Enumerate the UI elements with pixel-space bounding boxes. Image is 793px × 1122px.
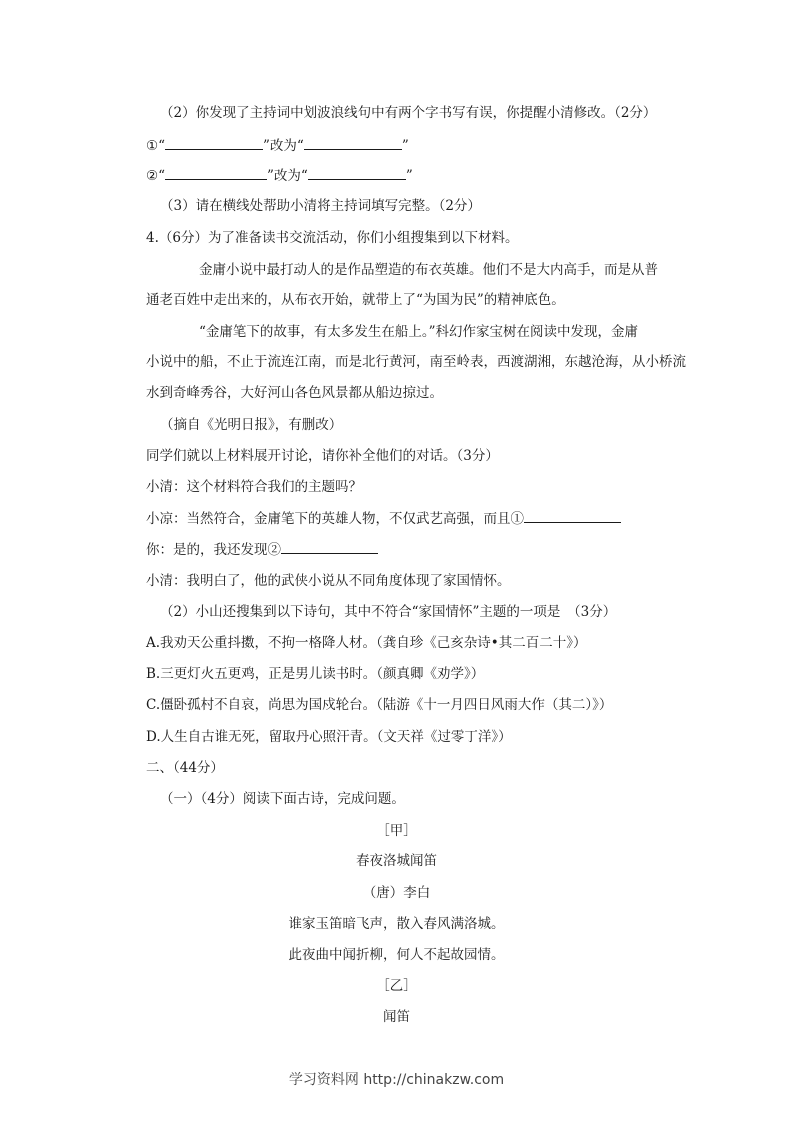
fix-2-mid: ”改为“: [267, 168, 308, 184]
fix-2-prefix: ②“: [146, 168, 166, 184]
question-4-1: 同学们就以上材料展开讨论，请你补全他们的对话。（3分）: [146, 448, 499, 464]
poem-a-tag: ［甲］: [376, 823, 417, 839]
material-2-line-2: 小说中的船，不止于流连江南，而是北行黄河，南至岭表，西渡湖湘，东越沧海，从小桥流: [146, 354, 686, 370]
material-2-line-1: “金庸笔下的故事，有太多发生在船上。”科幻作家宝树在阅读中发现，金庸: [199, 324, 639, 340]
dialog-line-3: [146, 539, 378, 560]
question-4-2: （2）小山还搜集到以下诗句，其中不符合“家国情怀”主题的一项是 （3分）: [160, 604, 617, 620]
poem-a-title: 春夜洛城闻笛: [356, 853, 437, 869]
question-3-3: （3）请在横线处帮助小清将主持词填写完整。（2分）: [160, 198, 481, 214]
question-3-2: （2）你发现了主持词中划波浪线句中有两个字书写有误，你提醒小清修改。（2分）: [160, 105, 657, 121]
poem-b-tag: ［乙］: [376, 978, 417, 994]
material-1-line-2: 通老百姓中走出来的，从布衣开始，就带上了“为国为民”的精神底色。: [146, 292, 565, 308]
answer-blank-1[interactable]: [524, 508, 621, 523]
poem-a-author: （唐）李白: [362, 885, 431, 901]
dialog-3-text: 你：是的，我还发现②: [146, 542, 281, 558]
fix-2-blank-b[interactable]: [308, 165, 406, 180]
fix-1-row: [146, 135, 409, 156]
fix-1-end: ”: [401, 138, 409, 154]
answer-blank-2[interactable]: [281, 539, 378, 554]
dialog-2-text: 小凉：当然符合，金庸笔下的英雄人物，不仅武艺高强，而且①: [146, 511, 524, 527]
material-1-line-1: 金庸小说中最打动人的是作品塑造的布衣英雄。他们不是大内高手，而是从普: [199, 262, 658, 278]
dialog-line-4: 小清：我明白了，他的武侠小说从不同角度体现了家国情怀。: [146, 573, 511, 589]
part-2-heading: 二、（44分）: [146, 760, 224, 776]
fix-2-row: [146, 165, 413, 186]
fix-1-prefix: ①“: [146, 138, 166, 154]
option-c: C.僵卧孤村不自哀，尚思为国戍轮台。（陆游《十一月四日风雨大作（其二）》）: [146, 697, 613, 713]
option-b: B.三更灯火五更鸡，正是男儿读书时。（颜真卿《劝学》）: [146, 666, 485, 682]
fix-1-mid: ”改为“: [263, 138, 304, 154]
poem-a-line-2: 此夜曲中闻折柳，何人不起故园情。: [288, 947, 505, 963]
material-source: （摘自《光明日报》，有删改）: [160, 417, 343, 433]
option-a: A.我劝天公重抖擞，不拘一格降人材。（龚自珍《己亥杂诗•其二百二十》）: [146, 635, 587, 651]
poem-a-line-1: 谁家玉笛暗飞声，散入春风满洛城。: [288, 916, 505, 932]
poem-b-title: 闻笛: [383, 1009, 410, 1025]
material-2-line-3: 水到奇峰秀谷，大好河山各色风景都从船边掠过。: [146, 385, 443, 401]
fix-1-blank-a[interactable]: [165, 135, 263, 150]
option-d: D.人生自古谁无死，留取丹心照汗青。（文天祥《过零丁洋》）: [146, 729, 512, 745]
question-4-intro: 4.（6分）为了准备读书交流活动，你们小组搜集到以下材料。: [146, 230, 519, 246]
dialog-line-1: 小清：这个材料符合我们的主题吗？: [146, 479, 362, 495]
fix-1-blank-b[interactable]: [304, 135, 402, 150]
section-1-heading: （一）（4分）阅读下面古诗，完成问题。: [160, 791, 405, 807]
footer-watermark: 学习资料网 http://chinakzw.com: [288, 1072, 505, 1088]
fix-2-end: ”: [405, 168, 413, 184]
fix-2-blank-a[interactable]: [165, 165, 267, 180]
dialog-line-2: [146, 508, 621, 529]
